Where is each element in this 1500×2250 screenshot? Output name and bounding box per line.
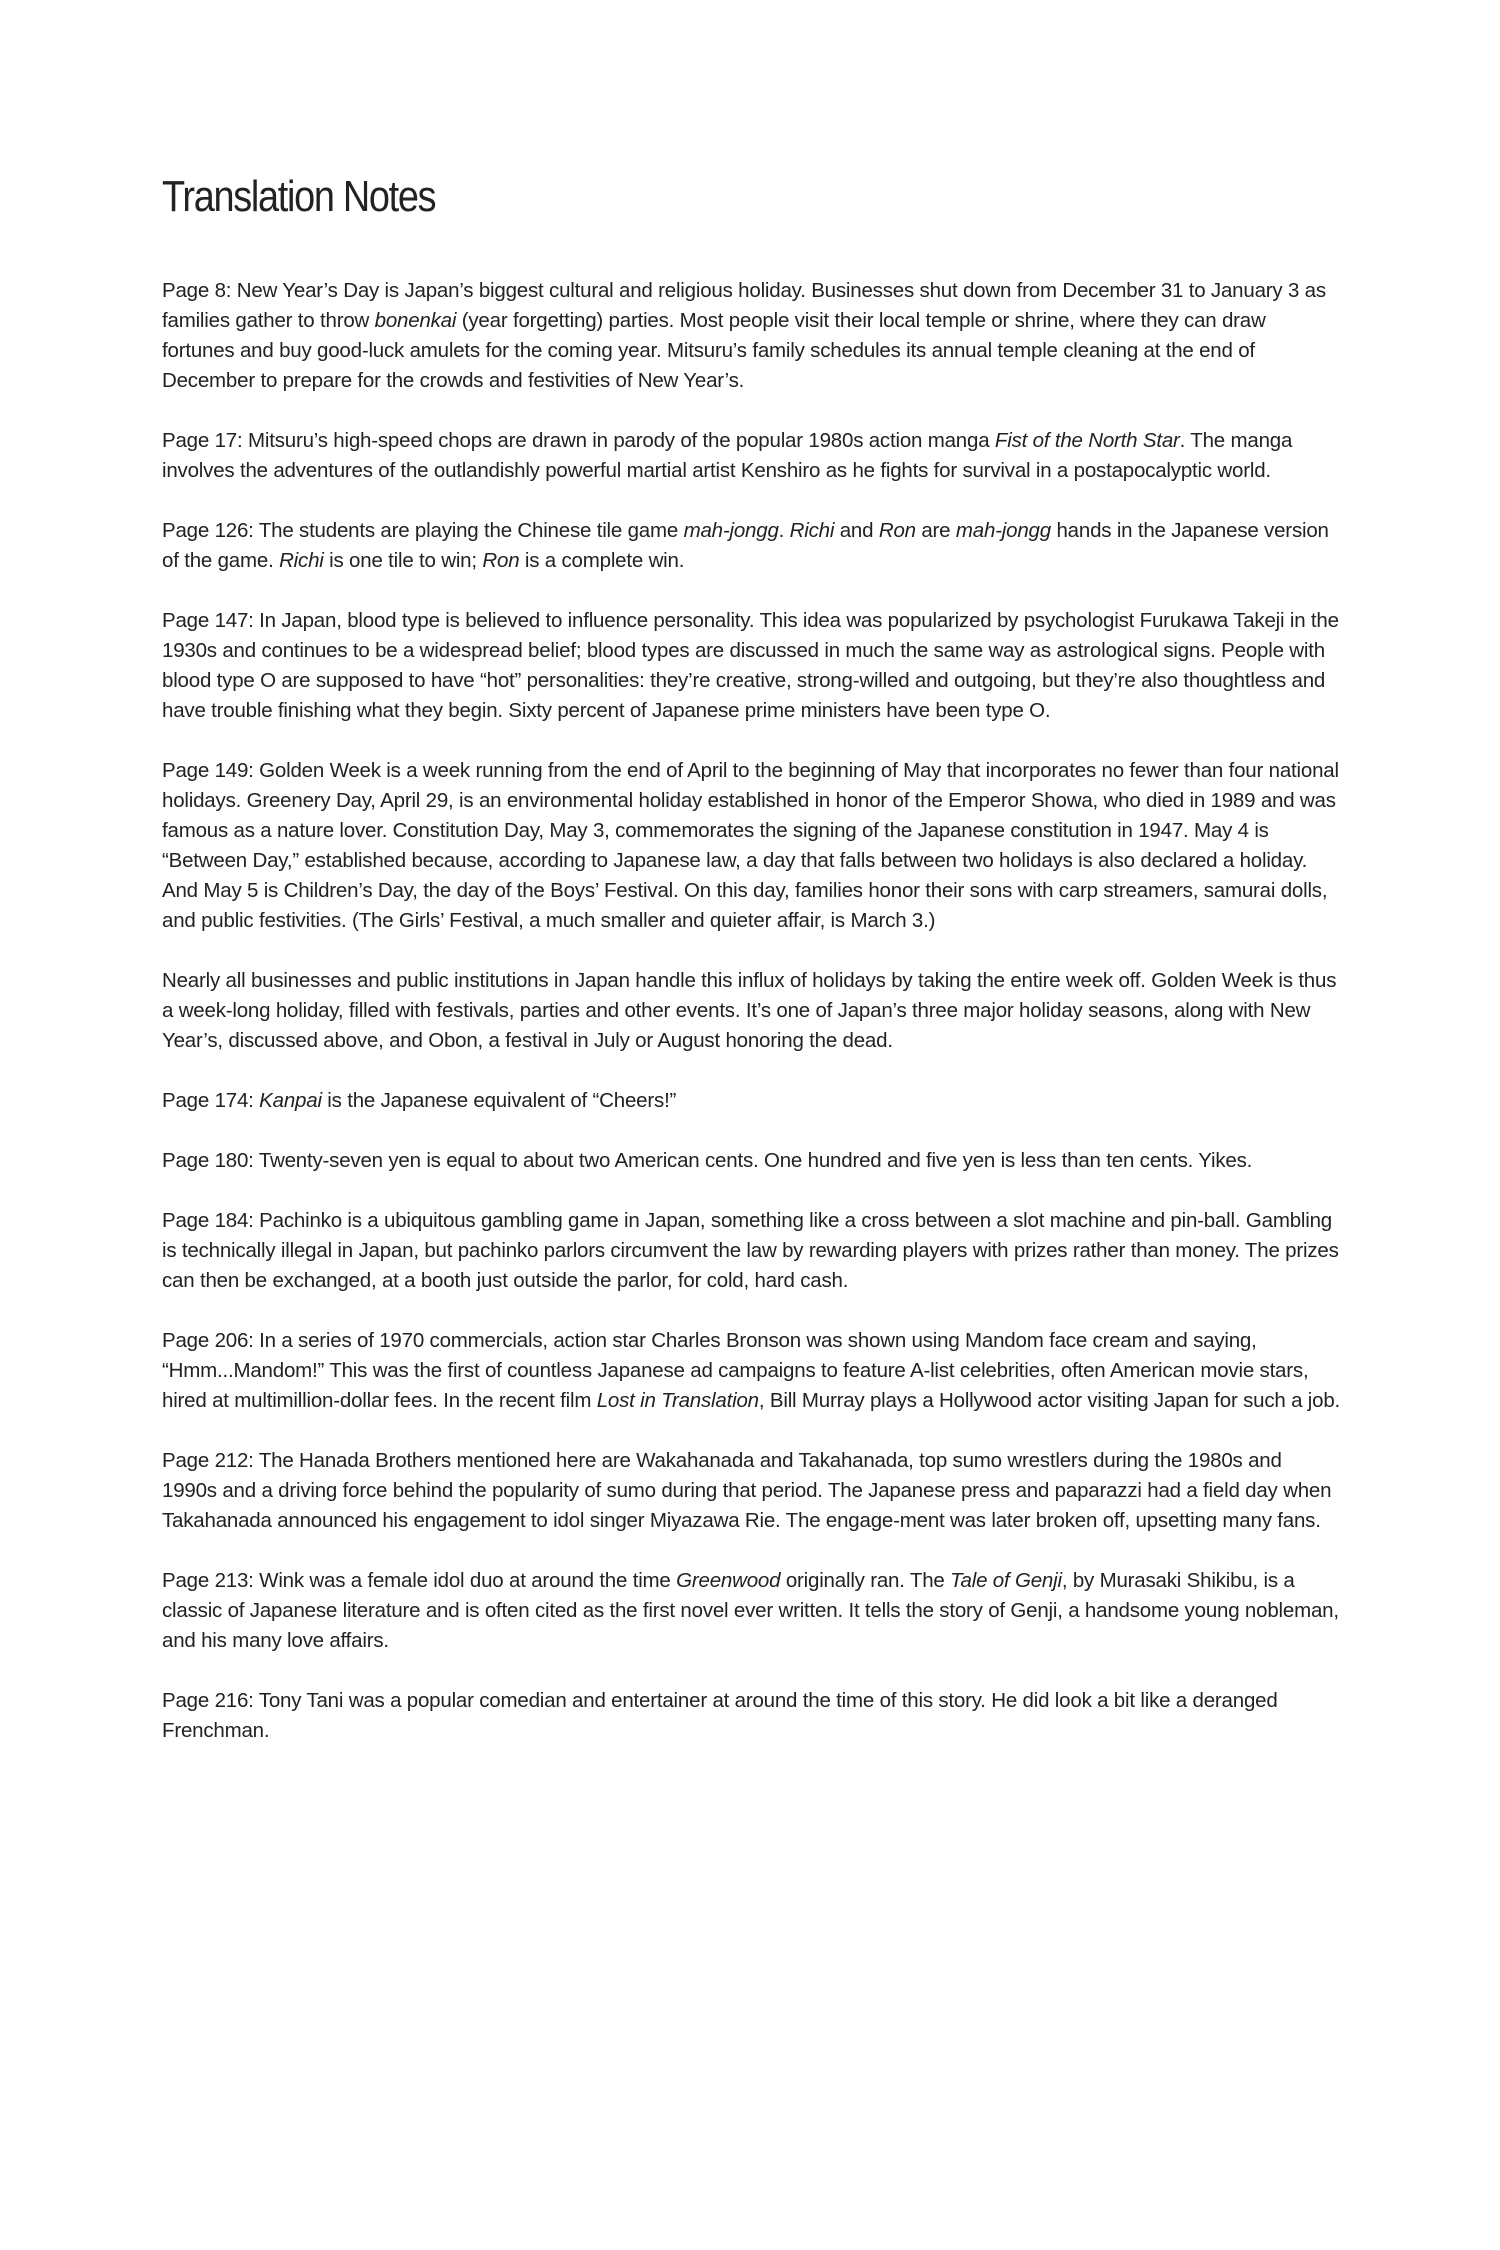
note-text: Page 147: In Japan, blood type is believed to influence personality. This idea was popularized by psychologist Furukawa Takeji in the 1930s and continues to be a widespread belief; blood types are discussed in much the same way as astrological signs. People with blood type O are supposed to have “hot” personalities: they’re creative, strong-willed and outgoing, but they’re also thoughtless and have trouble finishing what they begin. Sixty percent of Japanese prime ministers have been type O. bbox=[162, 609, 1339, 722]
note-text: Nearly all businesses and public institutions in Japan handle this influx of holidays by taking the entire week off. Golden Week is thus a week-long holiday, filled with festivals, parties and other events. It’s one of Japan’s three major holiday seasons, along with New Year’s, discussed above, and Obon, a festival in July or August honoring the dead. bbox=[162, 969, 1337, 1052]
note-text: Page 149: Golden Week is a week running from the end of April to the beginning of May that incorporates no fewer than four national holidays. Greenery Day, April 29, is an environmental holiday established in honor of the Emperor Showa, who died in 1989 and was famous as a nature lover. Constitution Day, May 3, commemorates the signing of the Japanese constitution in 1947. May 4 is “Between Day,” established because, according to Japanese law, a day that falls between two holidays is also declared a holiday. And May 5 is Children’s Day, the day of the Boys’ Festival. On this day, families honor their sons with carp streamers, samurai dolls, and public festivities. (The Girls’ Festival, a much smaller and quieter affair, is March 3.) bbox=[162, 759, 1339, 932]
note-paragraph bbox=[162, 1446, 1342, 1536]
italic-term: Richi bbox=[279, 549, 324, 572]
note-text: . The manga involves the adventures of the outlandishly powerful martial artist Kenshiro as he fights for survival in a postapocalyptic world. bbox=[162, 429, 1293, 482]
note-text: Page 212: The Hanada Brothers mentioned here are Wakahanada and Takahanada, top sumo wrestlers during the 1980s and 1990s and a driving force behind the popularity of sumo during that period. The Japanese press and paparazzi had a field day when Takahanada announced his engagement to idol singer Miyazawa Rie. The engage-ment was later broken off, upsetting many fans. bbox=[162, 1449, 1332, 1532]
page-title: Translation Notes bbox=[162, 172, 436, 221]
note-paragraph bbox=[162, 1086, 1342, 1116]
note-text: . bbox=[778, 519, 790, 542]
italic-term: bonenkai bbox=[374, 309, 457, 332]
italic-term: Lost in Translation bbox=[596, 1389, 759, 1412]
note-paragraph bbox=[162, 1206, 1342, 1296]
note-text: Page 216: Tony Tani was a popular comedian and entertainer at around the time of this story. He did look a bit like a deranged Frenchman. bbox=[162, 1689, 1278, 1742]
note-text: is a complete win. bbox=[519, 549, 685, 572]
note-text: is the Japanese equivalent of “Cheers!” bbox=[321, 1089, 677, 1112]
italic-term: mah-jongg bbox=[683, 519, 779, 542]
italic-term: Kanpai bbox=[259, 1089, 322, 1112]
note-text: Page 213: Wink was a female idol duo at around the time bbox=[162, 1569, 677, 1592]
italic-term: Greenwood bbox=[676, 1569, 781, 1592]
document-page bbox=[162, 170, 1342, 1776]
note-text: Page 174: bbox=[162, 1089, 260, 1112]
note-text: Page 184: Pachinko is a ubiquitous gambling game in Japan, something like a cross between a slot machine and pin-ball. Gambling is technically illegal in Japan, but pachinko parlors circumvent the law by rewarding players with prizes rather than money. The prizes can then be exchanged, at a booth just outside the parlor, for cold, hard cash. bbox=[162, 1209, 1339, 1292]
italic-term: Fist of the North Star bbox=[994, 429, 1180, 452]
note-paragraph bbox=[162, 426, 1342, 486]
italic-term: Ron bbox=[878, 519, 916, 542]
note-paragraph bbox=[162, 966, 1342, 1056]
italic-term: Tale of Genji bbox=[950, 1569, 1062, 1592]
note-text: , Bill Murray plays a Hollywood actor visiting Japan for such a job. bbox=[758, 1389, 1341, 1412]
notes-list bbox=[162, 276, 1342, 1746]
note-text: (year forgetting) parties. Most people visit their local temple or shrine, where they can draw fortunes and buy good-luck amulets for the coming year. Mitsuru’s family schedules its annual temple cleaning at the end of December to prepare for the crowds and festivities of New Year’s. bbox=[162, 309, 1266, 392]
note-paragraph bbox=[162, 516, 1342, 576]
note-paragraph bbox=[162, 1326, 1342, 1416]
note-paragraph bbox=[162, 1146, 1342, 1176]
note-text: , by Murasaki Shikibu, is a classic of Japanese literature and is often cited as the first novel ever written. It tells the story of Genji, a handsome young nobleman, and his many love affairs. bbox=[162, 1569, 1339, 1652]
note-text: Page 8: New Year’s Day is Japan’s biggest cultural and religious holiday. Businesses shut down from December 31 to January 3 as families gather to throw bbox=[162, 279, 1326, 332]
note-text: Page 126: The students are playing the Chinese tile game bbox=[162, 519, 684, 542]
italic-term: Richi bbox=[789, 519, 835, 542]
note-text: are bbox=[915, 519, 956, 542]
note-text: Page 206: In a series of 1970 commercials, action star Charles Bronson was shown using Mandom face cream and saying, “Hmm...Mandom!” This was the first of countless Japanese ad campaigns to feature A-list celebrities, often American movie stars, hired at multimillion-dollar fees. In the recent film bbox=[162, 1329, 1309, 1412]
note-paragraph bbox=[162, 756, 1342, 936]
note-text: Page 180: Twenty-seven yen is equal to about two American cents. One hundred and five yen is less than ten cents. Yikes. bbox=[162, 1149, 1253, 1172]
italic-term: mah-jongg bbox=[955, 519, 1051, 542]
note-text: Page 17: Mitsuru’s high-speed chops are drawn in parody of the popular 1980s action manga bbox=[162, 429, 995, 452]
note-text: originally ran. The bbox=[780, 1569, 951, 1592]
italic-term: Ron bbox=[482, 549, 520, 572]
note-paragraph bbox=[162, 1566, 1342, 1656]
note-paragraph bbox=[162, 1686, 1342, 1746]
note-text: hands in the Japanese version of the game. bbox=[162, 519, 1329, 572]
note-text: is one tile to win; bbox=[323, 549, 483, 572]
note-paragraph bbox=[162, 276, 1342, 396]
note-paragraph bbox=[162, 606, 1342, 726]
note-text: and bbox=[834, 519, 879, 542]
